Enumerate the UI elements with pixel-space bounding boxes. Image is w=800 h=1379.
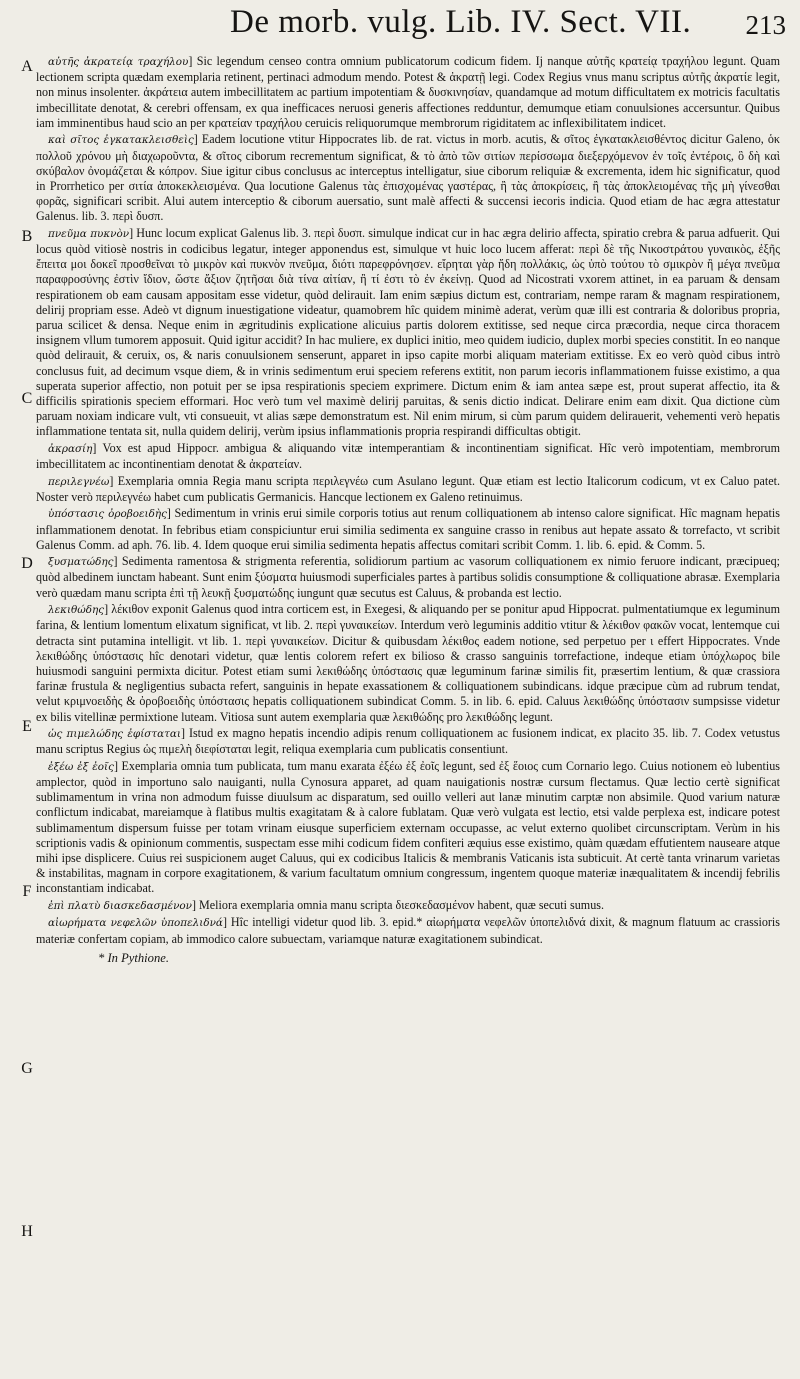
annotation-text: ] Sedimentum in vrinis erui simile corporis totius aut renum colliquationem ab intenso calore significat. Hîc magnam hepatis inflammationem denotat. In febribus etiam conspiciuntur erui similia sedimenta ex sanguine crasso in renibus aut hepate assato & torrefacto, vt scribit Galenus Comm. ad aph. 76. lib. 4. Idem quoque erui similia sedimenta hepatis affectus comitari scribit Comm. 1. lib. 6. epid. & Comm. 5.: [36, 506, 780, 552]
annotation-text: ] Istud ex magno hepatis incendio adipis renum colliquationem ac fusionem indicat, ex placito 35. lib. 7. Codex vetustus manu scriptus Regius ὡς πιμελὴ διεφίσταται legit, reliqua exemplaria cum publicatis consentiunt.: [36, 726, 780, 757]
greek-lemma: ξυσματώδης: [48, 556, 114, 569]
annotation-text: ] Exemplaria omnia tum publicata, tum manu exarata ἐξέω ἐξ ἐοῖς legunt, sed ἐξ ἕοιος cum Cornario lego. Cuius notionem eò lubentius amplector, quòd in importuno salo nauiganti, nulla Cynosura apparet, ad quam nauigationis nostræ cursum flectamus. Quæ lectio certè significat sublimamentum in vrina non admodum fuisse diuulsum ac disparatum, sed ouillo velleri aut lanæ minutim carptæ non absimile. Quod varium naturæ conflictum indicabat, mareiamque à flatibus multis exagitatam & à calore fublatam. Quæ verò vulgata est lectio, etsi valde perplexa est, indicare potest sublimamentum dispersum fuisse per totam vrinam eiusque superficiem externam occupasse, ac velut externo quolibet circunscriptam. Verùm in his scriptionis vadis & opinionum commentis, suspectam esse mihi codicum fidem confiteri æquius esse existimo, quàm quædam effutientem nauseare atque mihi ipse displicere. Cuius rei suspicionem auget Caluus, qui ex codicibus Italicis & membranis Vaticanis ista subticuit. At certè tanta vrinarum varietas & instabilitas, magnam in corpore exagitationem, & varium facultatum omnium congressum, ingentem quoque materiæ inæqualitatem & incendij febrilis inconstantiam indicabat.: [36, 758, 781, 896]
page-header: [230, 4, 786, 48]
annotation-paragraph: [36, 132, 780, 224]
annotation-text: ] Sic legendum censeo contra omnium publicatorum codicum fidem. Ij nanque αὐτῆς κρατείᾳ τραχήλου legunt. Quam lectionem scripta quædam exemplaria retinent, pertinaci admodum mendo. Potest & ἀκρατῇ legi. Codex Regius vnus manu scriptus αὐτῆς ἀκρατίε legit, non minus insolenter. ἀκράτεια autem imbecillitatem ac partium impotentiam & δυσκινησίαν, quandamque ad motum difficultatem ex motricis facultatis imbecillitate denotat, & cerebri offensam, ex qua inefficaces neruosi generis affectiones redduntur, demumque etiam conuulsiones accersuntur. Quibus iam imminentibus haud scio an per κρατείαν τραχήλου ceruicis reliquorumque membrorum rigiditatem ac inflexibilitatem indicet.: [36, 54, 780, 130]
margin-marker-f: F: [22, 883, 32, 900]
annotation-paragraph: [36, 898, 780, 914]
annotation-paragraph: [36, 54, 780, 131]
running-title: De morb. vulg. Lib. IV. Sect. VII.: [230, 4, 692, 40]
margin-marker-d: D: [21, 555, 33, 572]
annotation-text: ] Meliora exemplaria omnia manu scripta διεσκεδασμένον habent, quæ secuti sumus.: [192, 897, 604, 912]
annotation-paragraph: [36, 506, 780, 553]
annotation-text: ] Exemplaria omnia Regia manu scripta περιλεγνέω cum Asulano legunt. Quæ etiam est lectio Italicorum codicum, vt ex Caluo patet. Noster verò περιλεγνέω habet cum publicatis Germanicis. Hancque lectionem ex Galeno retinuimus.: [36, 473, 780, 504]
annotation-text: ] Sedimenta ramentosa & strigmenta referentia, solidiorum partium ac vasorum colliquationem ex nimio feruore indicant, præcipueq; quòd albedinem iunctam habeant. Sunt enim ξύσματα huiusmodi superficiales partes à partibus solidis consumptione & colliquatione abrasæ. Exemplaria verò quædam manu scripta ἐπὶ τῇ λευκῇ ξυσματώδης iungunt quæ secutus est Caluus, & probanda est lectio.: [36, 554, 780, 600]
greek-lemma: ὡς πιμελώδης ἐφίσταται: [48, 728, 181, 741]
annotation-text: ] Hunc locum explicat Galenus lib. 3. περὶ δυσπ. simulque indicat cur in hac ægra delirio affecta, spiratio crebra & parua adfuerit. Qui locus quòd vitiosè nostris in codicibus legatur, integer apponendus est, simulque vt huic loco lucem afferat: περὶ δὲ τῆς Νικοστράτου γυναικὸς, ἐξῆς ἔπειτα μοι δοκεῖ προσθεῖναι τὸ μικρὸν καὶ πυκνὸν πνεῦμα, διότι παρεφρόνησεν. εἴρηται γὰρ ἤδη πολλάκις, ὡς ὑπὸ τούτου τὸ σμικρὸν ἢ μέγα πνεῦμα παραφροσύνης ἐστὶν ἴδιον, ὥστε ἄξιον ζητῆσαι διὰ τίνα αἰτίαν, ἢ τί ἐστι τὸ ἐν ἐκείνῃ. Quod ad Nicostrati vxorem attinet, in ea paruam & densam respirationem ob eam causam appositam esse videtur, quòd delirauit. Iam enim sæpius dictum est, contrariam, nempe raram & magnam respirationem, delirij propriam esse. Adeò vt dignum inuestigatione videatur, quamobrem hîc quidem minimè aderat, verùm quæ illi est contraria & doloribus propria, parua scilicet & densa. Neque enim in ægritudinis explicatione alicuius partis dolorem extitisse, sed neque circa præcordia, neque circa thoracem insignem vllum tumorem apposuit. Quid igitur accidit? In hac muliere, ex duplici initio, meo quidem iudicio, duplex morbi species constitit. In eo nanque quòd delirauit, & ceruix, os, & naris conuulsionem senserunt, apparet in ipso capite morbi aliquam materiam extitisse. Ex eo verò quòd cibus intrò conclusus fuit, ad decimum vsque diem, & in vrinis sedimentum erui speciem referens extitit, non parum iecoris inflammationem fuisse existimo, a qua superata superior affectio, non potuit per se ipsa respirationis speciem exprimere. Dictum enim & iam antea sæpe est, prout superat affectio, ita & difficilis spirationis speciem efformari. Hoc verò tum vel maximè delirij paruitas, & senis dictio indicat. Delirare enim eam dixit. Qua dictione cùm paruam noxiam indicare vult, vti consueuit, vt alias sæpe demonstratum est. Nil enim mirum, si cùm parum quidem delirauerit, vehementi verò hepatis inflammatione tentata sit, nulla quidem delirij, verùm ipsius inflammationis propria respirandi difficultas obtigit.: [36, 225, 780, 439]
margin-marker-e: E: [22, 718, 32, 735]
greek-lemma: ὑπόστασις ὀροβοειδὴς: [48, 508, 167, 521]
annotation-text: ] Vox est apud Hippocr. ambigua & aliquando vitæ intemperantiam & incontinentiam significat. Hîc verò impotentiam, membrorum imbecillitatem ac incontinentiam denotat & ἀκρατείαν.: [36, 440, 780, 472]
greek-lemma: ἀκρασίη: [48, 442, 93, 455]
annotation-paragraph: [36, 915, 780, 946]
margin-marker-b: B: [21, 228, 33, 245]
annotation-paragraph: [36, 759, 780, 897]
annotation-text: ] λέκιθον exponit Galenus quod intra corticem est, in Exegesi, & aliquando per se ponitur apud Hippocrat. pulmentatiumque ex leguminum farina, & lentium lomentum elixatum significat, vt lib. 2. περὶ γυναικείων. Interdum verò leguminis additio vtitur & λέκιθον φακῶν vocat, lentemque cui detracta sint putamina intelligit. vt lib. 1. περὶ γυναικείων. Dicitur & quibusdam λέκιθος eadem notione, sed perpetuo per ι effert Hippocrates. Vnde λεκιθώδης ὑπόστασις hîc denotari videtur, quæ lentis colorem refert ex bilioso & crasso sanguinis torrefactione, indeque etiam ὑπόχλωρος bile huiusmodi sanguini permixta dicitur. Potest etiam sumi λεκιθώδης ὑπόστασις quæ leguminum farinæ similis fit, præsertim lentium, & quæ crassiora farinæ frustula & negligentius subacta refert, sanguinis in hepate exassationem & colliquationem subindicans. idque præcipue cùm ad rubrum tendat, velut κριμνοειδὴς & ὀροβοειδὴς ὑπόστασις hepatis colliquationem subindicat Comm. 5. in lib. 6. epid. Caluus λεκιθώδης ὑπόστασιν sumpsisse videtur ex bilis vitellinæ permixtione luteam. Vitiosa sunt autem exemplaria quæ λεκιθώδης pro λεκιθώδης legunt.: [36, 602, 780, 724]
annotation-paragraph: [36, 474, 780, 505]
greek-lemma: λεκιθώδης: [48, 604, 105, 617]
annotation-paragraph: [36, 226, 780, 440]
greek-lemma: ἐπὶ πλατὺ διασκεδασμένον: [48, 899, 192, 912]
greek-lemma: πνεῦμα πυκνὸν: [48, 227, 130, 240]
annotation-text: ] Hîc intelligi videtur quod lib. 3. epid.* αἰωρήματα νεφελῶν ὑποπελιδνά dixit, & magnum flatuum ac crassioris materiæ confertam copiam, ab immodico calore subuectam, variamque naturæ exagitationem subindicat.: [36, 915, 780, 946]
annotation-paragraph: [36, 441, 780, 472]
annotation-paragraph: [36, 726, 780, 757]
greek-lemma: αὐτῆς ἀκρατείᾳ τραχήλου: [48, 56, 189, 68]
margin-marker-h: H: [21, 1223, 33, 1240]
page-number: 213: [745, 10, 786, 40]
margin-marker-a: A: [21, 58, 33, 75]
greek-lemma: περιλεγνέω: [48, 475, 110, 488]
margin-marker-g: G: [21, 1060, 33, 1077]
annotation-paragraph: [36, 602, 780, 725]
annotation-text: ] Eadem locutione vtitur Hippocrates lib. de rat. victus in morb. acutis, & σῖτος ἐγκατακλεισθέντος dicitur Galeno, ὁκ πολλοῦ χρόνου μὴ διαχωροῦντα, & σῖτος ciborum recrementum significat, & τὸ ἀπὸ τῶν σιτίων περίσσωμα διεξερχόμενον ἐν τοῖς ἐντέροις, ὃ δὴ καὶ σκύβαλον ὀνομάζεται & κόπρον. Siue igitur cibus conclusus ac interceptus intelligatur, siue ciborum reliquiæ & excrementa, idem hic significatur, quod in Prorrhetico per σιτία ἀποκεκλεισμένα. Qua locutione Galenus τὰς ἐπισχομένας γαστέρας, ἢ τὰς ἀποκρίσεις, ἢ τὰς ἀποκλειομένας τῆς μὴ γίνεσθαι φορᾶς, significari scribit. Alui autem interceptio & ciborum auersatio, sunt malè affecti & succensi iecoris indicia. Quod etiam de hac ægra attestatur Galenus. lib. 3. περὶ δυσπ.: [36, 132, 780, 224]
commentary-text: [36, 54, 780, 966]
margin-marker-c: C: [21, 390, 33, 407]
greek-lemma: αἰωρήματα νεφελῶν ὑποπελιδνά: [48, 917, 223, 930]
greek-lemma: καὶ σῖτος ἐγκατακλεισθεὶς: [48, 134, 194, 147]
footnote: * In Pythione.: [98, 950, 169, 965]
annotation-paragraph: [36, 554, 780, 601]
greek-lemma: ἐξέω ἐξ ἐοῖς: [48, 760, 114, 773]
